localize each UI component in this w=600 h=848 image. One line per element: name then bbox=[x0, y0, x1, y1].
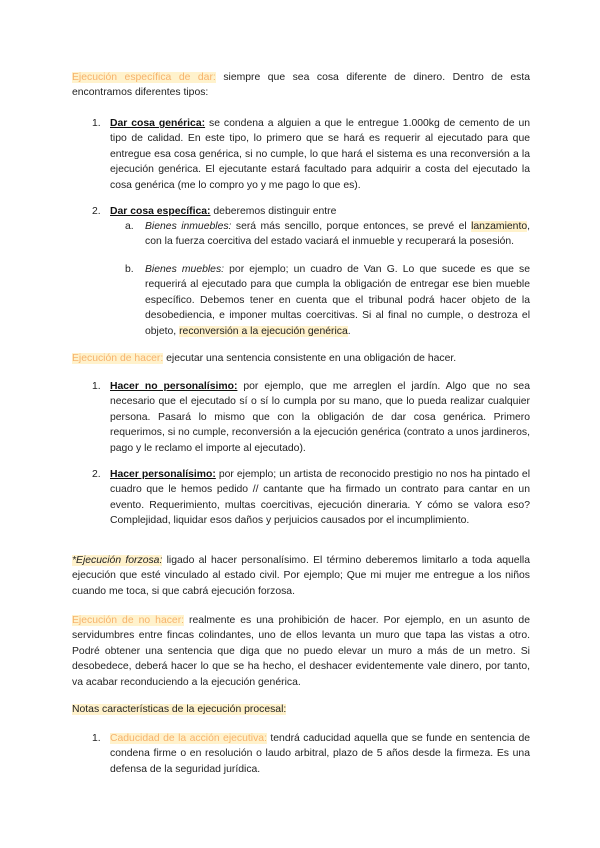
sub-item-bienes-muebles bbox=[125, 262, 530, 339]
item-heading: Caducidad de la acción ejecutiva: bbox=[110, 733, 267, 744]
item-text: tendrá caducidad aquella que se funde en sentencia de condena firme o en resolución o laudo arbitral, plazo de 5 años desde la firmeza. Es una defensa de la seguridad jurídica. bbox=[110, 733, 531, 775]
list-number: 1. bbox=[92, 733, 101, 744]
sub-item-bienes-inmuebles bbox=[125, 219, 530, 250]
list-item-hacer-personalisimo bbox=[92, 467, 530, 529]
list-item-hacer-no-personalisimo bbox=[92, 379, 530, 456]
item-heading: Hacer no personalísimo: bbox=[110, 381, 238, 392]
list-number: 2. bbox=[92, 469, 101, 480]
paragraph-ejecucion-forzosa bbox=[72, 553, 530, 599]
highlight-lanzamiento: lanzamiento bbox=[471, 221, 528, 232]
item-text: por ejemplo; un artista de reconocido prestigio no nos ha pintado el cuadro que le hemos pedido // cantante que ha firmado un contrato para cantar en un evento. Requerimiento, multas coercitivas, ejecución dineraria. Y cómo se valora eso? Complejidad, liquidar esos daños y perjuicios causados por el incumplimiento. bbox=[110, 469, 530, 527]
paragraph-text: realmente es una prohibición de hacer. Por ejemplo, en un asunto de servidumbres entre fincas colindantes, uno de ellos levanta un muro que tapa las vistas a otro. Podré obtener una sentencia que diga que no puedo elevar un muro a más de un metro. Si desobedece, deberá hacer lo que se ha hecho, el deshacer evidentemente vale dinero, por tanto, va acabar reconduciendo a la ejecución genérica. bbox=[72, 615, 530, 688]
highlight-reconversion: reconversión a la ejecución genérica bbox=[179, 325, 348, 337]
paragraph-text: ligado al hacer personalísimo. El término deberemos limitarlo a toda aquella ejecución que esté vinculado al estado civil. Por ejemplo; Que mi mujer me entregue a los niños cuando me toca, si que cabrá ejecución forzosa. bbox=[72, 555, 530, 597]
sub-item-text: por ejemplo; un cuadro de Van G. Lo que sucede es que se requerirá al ejecutado para que cumpla la obligación de entregar ese bien mueble específico. Debemos tener en cuenta que el tribunal podrá hacer objeto de la desobediencia, e imponer multas coercitivas. Si al final no cumple, o destroza el objeto, bbox=[145, 264, 530, 337]
item-heading: Hacer personalísimo: bbox=[110, 469, 216, 480]
paragraph-text: siempre que sea cosa diferente de dinero. Dentro de esta encontramos diferentes tipos: bbox=[72, 72, 530, 99]
item-text: se condena a alguien a que le entregue 1.000kg de cemento de un tipo de calidad. En este tipo, lo primero que se hará es requerir al ejecutado para que entregue esa cosa genérica, si no cumple, lo que hará el sistema es una reconversión a la ejecución genérica. El ejecutante estará facultado para adquirir a costa del ejecutado la cosa genérica (me lo compro yo y me pago lo que es). bbox=[110, 118, 531, 191]
paragraph-hacer bbox=[72, 351, 530, 366]
item-heading: Dar cosa genérica: bbox=[110, 118, 206, 129]
item-text: deberemos distinguir entre bbox=[210, 206, 337, 217]
notas-title-line bbox=[72, 702, 530, 717]
sub-item-text: . bbox=[347, 325, 351, 337]
sub-list-letter: a. bbox=[125, 221, 134, 232]
paragraph-dar-especifica bbox=[72, 70, 530, 101]
sub-list-letter: b. bbox=[125, 264, 134, 275]
paragraph-no-hacer bbox=[72, 613, 530, 690]
sub-item-heading: Bienes inmuebles: bbox=[145, 221, 232, 232]
list-item-dar-especifica bbox=[92, 204, 530, 219]
heading-no-hacer: Ejecución de no hacer: bbox=[72, 615, 185, 626]
paragraph-text: ejecutar una sentencia consistente en una obligación de hacer. bbox=[163, 353, 457, 364]
list-item-caducidad bbox=[92, 731, 531, 777]
sub-item-text: , con la fuerza coercitiva del estado vaciará el inmueble y recuperará la posesión. bbox=[145, 221, 530, 248]
item-text: por ejemplo, que me arreglen el jardín. Algo que no sea necesario que el ejecutado sí o sí lo cumpla por su mano, que lo pueda realizar cualquier persona. Pasará lo mismo que con la obligación de dar cosa genérica. Primero requerimos, si no cumple, reconversión a la ejecución genérica (contrato a unos jardineros, pago y le reclamo el importe al ejecutado). bbox=[110, 381, 530, 454]
list-number: 2. bbox=[92, 206, 101, 217]
heading-dar-especifica: Ejecución específica de dar: bbox=[72, 72, 216, 83]
item-heading: Dar cosa específica: bbox=[110, 206, 211, 217]
list-number: 1. bbox=[92, 381, 101, 392]
heading-ejecucion-forzosa: *Ejecución forzosa: bbox=[72, 555, 163, 566]
sub-item-heading: Bienes muebles: bbox=[145, 264, 225, 275]
list-item-dar-generica bbox=[92, 116, 531, 193]
list-number: 1. bbox=[92, 118, 101, 129]
notas-title: Notas características de la ejecución procesal: bbox=[72, 704, 287, 715]
sub-item-text: será más sencillo, porque entonces, se prevé el bbox=[231, 221, 472, 232]
heading-hacer: Ejecución de hacer: bbox=[72, 353, 164, 364]
